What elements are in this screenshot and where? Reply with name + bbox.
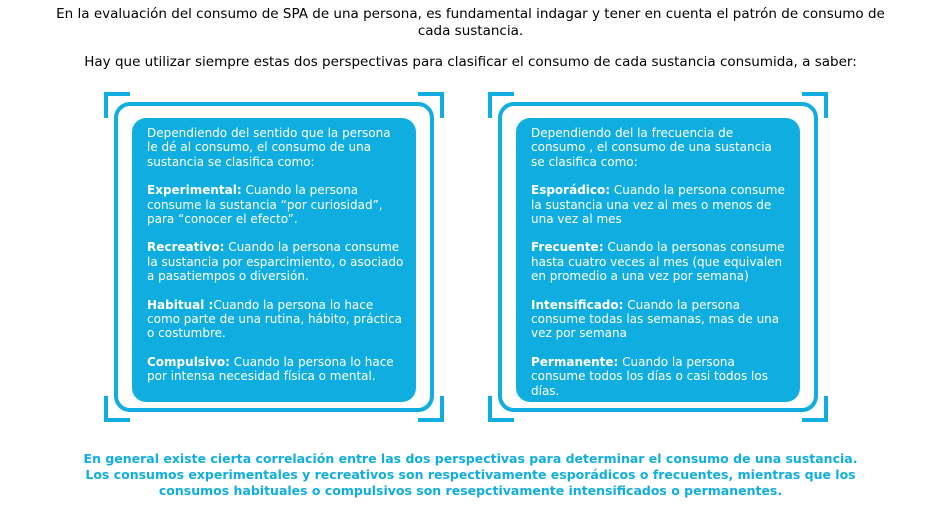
right-item-esporadico [531,183,788,226]
left-item-recreativo [147,240,404,283]
left-item-term: Habitual : [147,297,214,312]
right-item-desc: Cuando la persona consume la sustancia una vez al mes o menos de una vez al mes [531,183,785,227]
left-item-term: Experimental: [147,183,242,198]
conclusion-line: Los consumos experimentales y recreativos son respectivamente esporádicos o frecuentes, mientras que los [85,467,856,482]
intro-paragraph: En la evaluación del consumo de SPA de una persona, es fundamental indagar y tener en cuenta el patrón de consumo de cada sustancia. [56,6,885,39]
left-classification-panel [132,118,416,402]
left-classification-frame [104,92,444,422]
left-item-compulsivo [147,355,404,384]
right-item-permanente [531,355,788,398]
right-item-term: Permanente: [531,354,619,369]
right-item-desc: Cuando la persona consume todas las semanas, mas de una vez por semana [531,297,780,341]
left-item-term: Compulsivo: [147,354,230,369]
right-classification-panel [516,118,800,402]
left-item-experimental [147,183,404,226]
left-item-desc: Cuando la persona lo hace por intensa necesidad física o mental. [147,354,394,384]
left-item-desc: Cuando la persona lo hace como parte de una rutina, hábito, práctica o costumbre. [147,297,403,341]
conclusion-line: En general existe cierta correlación entre las dos perspectivas para determinar el consumo de una sustancia. [83,451,858,466]
right-item-frecuente [531,240,788,283]
left-item-term: Recreativo: [147,240,225,255]
right-item-term: Esporádico: [531,183,611,198]
right-classification-frame [488,92,828,422]
right-panel-intro: Dependiendo del la frecuencia de consumo , el consumo de una sustancia se clasifica como: [531,126,772,169]
left-item-habitual [147,298,404,341]
intro-instruction: Hay que utilizar siempre estas dos perspectivas para clasificar el consumo de cada sustancia consumida, a saber: [84,54,857,70]
right-item-term: Intensificado: [531,297,624,312]
right-item-term: Frecuente: [531,240,604,255]
conclusion-line: consumos habituales o compulsivos son resepctivamente intensificados o permanentes. [158,483,783,498]
right-item-desc: Cuando la personas consume hasta cuatro veces al mes (que equivalen en promedio a una vez por semana) [531,240,785,284]
left-item-desc: Cuando la persona consume la sustancia “por curiosidad”, para “conocer el efecto”. [147,183,383,227]
right-item-desc: Cuando la persona consume todos los días o casi todos los días. [531,354,768,398]
conclusion-paragraph [30,451,911,499]
right-item-intensificado [531,298,788,341]
left-panel-intro: Dependiendo del sentido que la persona le dé al consumo, el consumo de una sustancia se clasifica como: [147,126,391,169]
left-item-desc: Cuando la persona consume la sustancia por esparcimiento, o asociado a pasatiempos o diversión. [147,240,404,284]
